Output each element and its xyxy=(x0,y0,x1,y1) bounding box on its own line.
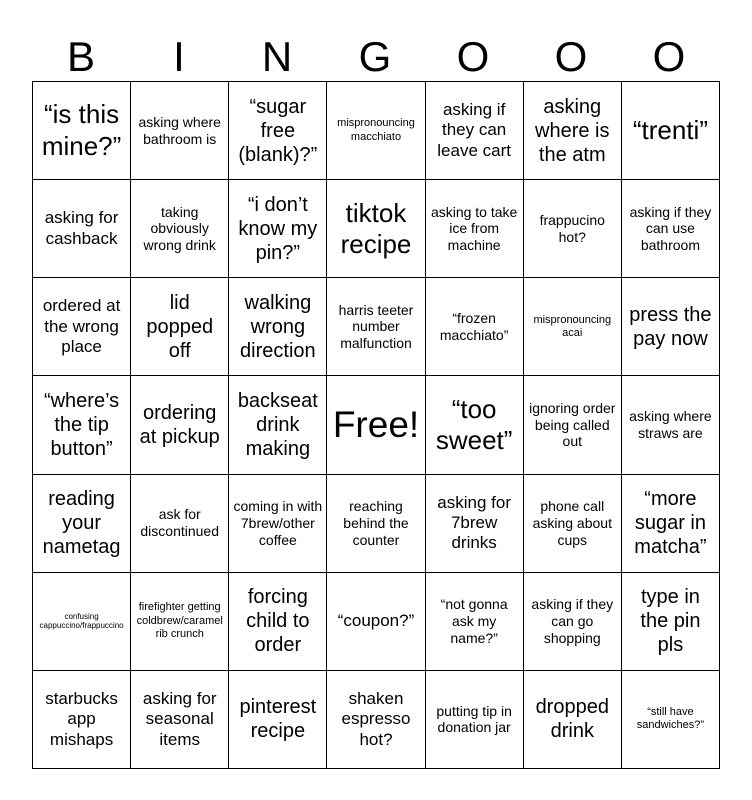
header-letter-b: B xyxy=(66,33,95,80)
bingo-cell[interactable]: “is this mine?” xyxy=(33,82,131,180)
bingo-cell[interactable]: dropped drink xyxy=(524,671,622,769)
header-letter-o: O xyxy=(456,33,490,80)
bingo-cell[interactable]: “too sweet” xyxy=(426,376,524,474)
bingo-cell[interactable]: ask for discontinued xyxy=(131,475,229,573)
bingo-cell[interactable]: frappucino hot? xyxy=(524,180,622,278)
bingo-cell[interactable]: type in the pin pls xyxy=(622,573,720,671)
bingo-cell[interactable]: harris teeter number malfunction xyxy=(327,278,425,376)
bingo-cell[interactable]: asking where is the atm xyxy=(524,82,622,180)
bingo-cell[interactable]: mispronouncing acai xyxy=(524,278,622,376)
bingo-cell[interactable]: coming in with 7brew/other coffee xyxy=(229,475,327,573)
bingo-cell[interactable]: backseat drink making xyxy=(229,376,327,474)
bingo-cell[interactable]: lid popped off xyxy=(131,278,229,376)
bingo-cell[interactable]: “where’s the tip button” xyxy=(33,376,131,474)
bingo-cell[interactable]: phone call asking about cups xyxy=(524,475,622,573)
bingo-cell[interactable]: “sugar free (blank)?” xyxy=(229,82,327,180)
bingo-cell[interactable]: asking where straws are xyxy=(622,376,720,474)
header-letter-n: N xyxy=(261,33,293,80)
bingo-cell[interactable]: ignoring order being called out xyxy=(524,376,622,474)
bingo-cell[interactable]: “trenti” xyxy=(622,82,720,180)
bingo-cell[interactable]: walking wrong direction xyxy=(229,278,327,376)
bingo-cell[interactable]: asking if they can leave cart xyxy=(426,82,524,180)
bingo-cell[interactable]: starbucks app mishaps xyxy=(33,671,131,769)
bingo-cell[interactable]: “frozen macchiato” xyxy=(426,278,524,376)
header-letter-o-3: O xyxy=(652,33,686,80)
bingo-cell[interactable]: asking if they can go shopping xyxy=(524,573,622,671)
bingo-cell[interactable]: “i don’t know my pin?” xyxy=(229,180,327,278)
bingo-cell[interactable]: confusing cappuccino/frappuccino xyxy=(33,573,131,671)
bingo-board xyxy=(32,81,720,769)
bingo-cell[interactable]: forcing child to order xyxy=(229,573,327,671)
bingo-cell[interactable]: “still have sandwiches?” xyxy=(622,671,720,769)
bingo-cell[interactable]: ordering at pickup xyxy=(131,376,229,474)
bingo-header xyxy=(32,32,720,82)
header-letter-i: I xyxy=(173,33,185,80)
bingo-cell[interactable]: “coupon?” xyxy=(327,573,425,671)
bingo-cell[interactable]: pinterest recipe xyxy=(229,671,327,769)
bingo-cell[interactable]: mispronouncing macchiato xyxy=(327,82,425,180)
bingo-cell[interactable]: asking for 7brew drinks xyxy=(426,475,524,573)
header-letter-o-2: O xyxy=(554,33,588,80)
bingo-cell[interactable]: “more sugar in matcha” xyxy=(622,475,720,573)
bingo-cell[interactable]: asking where bathroom is xyxy=(131,82,229,180)
bingo-cell[interactable]: ordered at the wrong place xyxy=(33,278,131,376)
bingo-cell[interactable]: press the pay now xyxy=(622,278,720,376)
bingo-cell[interactable]: taking obviously wrong drink xyxy=(131,180,229,278)
bingo-cell[interactable]: firefighter getting coldbrew/caramel rib crunch xyxy=(131,573,229,671)
bingo-cell[interactable]: reaching behind the counter xyxy=(327,475,425,573)
bingo-cell[interactable]: asking if they can use bathroom xyxy=(622,180,720,278)
bingo-cell[interactable]: asking for seasonal items xyxy=(131,671,229,769)
bingo-cell[interactable]: reading your nametag xyxy=(33,475,131,573)
bingo-cell[interactable]: “not gonna ask my name?” xyxy=(426,573,524,671)
bingo-cell[interactable]: asking for cashback xyxy=(33,180,131,278)
bingo-cell[interactable]: asking to take ice from machine xyxy=(426,180,524,278)
bingo-cell[interactable]: putting tip in donation jar xyxy=(426,671,524,769)
header-letter-g: G xyxy=(358,33,392,80)
bingo-cell[interactable]: shaken espresso hot? xyxy=(327,671,425,769)
free-space[interactable]: Free! xyxy=(327,376,425,474)
bingo-cell[interactable]: tiktok recipe xyxy=(327,180,425,278)
